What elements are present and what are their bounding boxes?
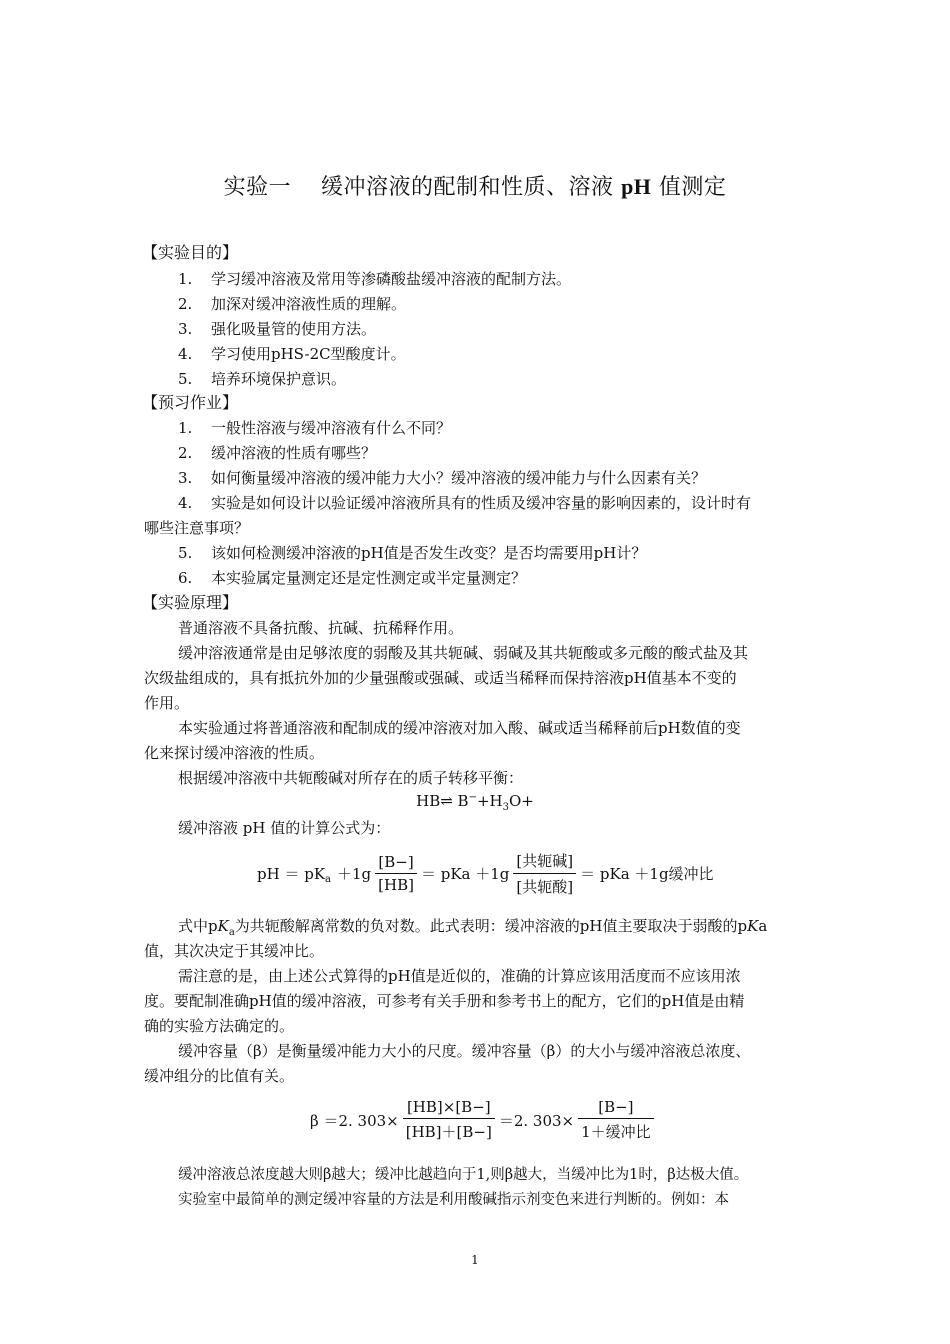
fraction: $\frac{\text{[共轭碱]}}{\text{[共轭酸]}}$: [513, 850, 576, 897]
list-item: 4. 学习使用pHS-2C型酸度计。: [178, 345, 406, 363]
list-item: 5. 该如何检测缓冲溶液的pH值是否发生改变？是否均需要用pH计？: [178, 544, 647, 562]
list-item: 2. 加深对缓冲溶液性质的理解。: [178, 295, 407, 313]
paragraph: 实验室中最简单的测定缓冲容量的方法是利用酸碱指示剂变色来进行判断的。例如：本: [178, 1192, 729, 1208]
list-item: 1. 学习缓冲溶液及常用等渗磷酸盐缓冲溶液的配制方法。: [178, 270, 572, 288]
list-item: 3. 如何衡量缓冲溶液的缓冲能力大小？缓冲溶液的缓冲能力与什么因素有关？: [178, 469, 707, 487]
list-item: 2. 缓冲溶液的性质有哪些？: [178, 444, 377, 462]
list-item: 4. 实验是如何设计以验证缓冲溶液所具有的性质及缓冲容量的影响因素的，设计时有: [178, 494, 752, 512]
paragraph-line: 值，其次决定于其缓冲比。: [144, 942, 325, 960]
henderson-formula: pH ＝ pK a ＋1g $\frac{[B-]}{[HB]}$ ＝ pKa ＋1g $\frac{\text{[共轭碱]}}{\text{[共轭酸]}}$ ＝ pKa ＋1g缓冲比: [257, 852, 714, 896]
paragraph-line: 次级盐组成的，具有抵抗外加的少量强酸或强碱、或适当稀释而保持溶液pH值基本不变的: [144, 669, 737, 687]
paragraph-line: 化来探讨缓冲溶液的性质。: [144, 744, 325, 762]
paragraph: 缓冲溶液总浓度越大则β越大；缓冲比越趋向于1,则β越大，当缓冲比为1时，β达极大值。: [178, 1167, 749, 1183]
paragraph: 式中$pK_a$为共轭酸解离常数的负对数。此式表明：缓冲溶液的pH值主要取决于弱酸的pKa: [178, 917, 768, 938]
paragraph: 缓冲溶液通常是由足够浓度的弱酸及其共轭碱、弱碱及其共轭酸或多元酸的酸式盐及其: [178, 644, 749, 662]
paragraph: 需注意的是，由上述公式算得的pH值是近似的，准确的计算应该用活度而不应该用浓: [178, 967, 741, 985]
list-item: 1. 一般性溶液与缓冲溶液有什么不同？: [178, 419, 452, 437]
list-item-continuation: 哪些注意事项？: [144, 519, 250, 537]
page-number: 1: [471, 1253, 479, 1267]
buffer-capacity-formula: β ＝2. 303× $\frac{[HB]\times[B-]}{[HB]+[B-]}$ ＝2. 303× $\frac{[B-]}{\text{1＋缓冲比}}$: [310, 1098, 658, 1142]
list-item: 3. 强化吸量管的使用方法。: [178, 320, 377, 338]
section-heading-principle: 【实验原理】: [142, 593, 239, 612]
paragraph-line: 确的实验方法确定的。: [144, 1017, 295, 1035]
paragraph: 普通溶液不具备抗酸、抗碱、抗稀释作用。: [178, 619, 464, 637]
section-heading-preview: 【预习作业】: [142, 393, 239, 412]
section-heading-purpose: 【实验目的】: [142, 243, 239, 262]
paragraph: 缓冲容量（β）是衡量缓冲能力大小的尺度。缓冲容量（β）的大小与缓冲溶液总浓度、: [178, 1042, 751, 1060]
equilibrium-equation: HB⇌ $B^-+H_3O+$: [416, 792, 534, 813]
page-title: 实验一 缓冲溶液的配制和性质、溶液 pH 值测定: [223, 174, 727, 200]
paragraph: 根据缓冲溶液中共轭酸碱对所存在的质子转移平衡：: [178, 769, 524, 787]
paragraph: 本实验通过将普通溶液和配制成的缓冲溶液对加入酸、碱或适当稀释前后pH数值的变: [178, 719, 741, 737]
list-item: 5. 培养环境保护意识。: [178, 370, 347, 388]
fraction: $\frac{[B-]}{[HB]}$: [375, 853, 417, 894]
paragraph: 缓冲溶液 pH 值的计算公式为：: [178, 819, 391, 837]
paragraph-line: 度。要配制准确pH值的缓冲溶液，可参考有关手册和参考书上的配方，它们的pH值是由精: [144, 992, 745, 1010]
paragraph-line: 作用。: [144, 694, 190, 712]
paragraph-line: 缓冲组分的比值有关。: [144, 1067, 295, 1085]
fraction: $\frac{[HB]\times[B-]}{[HB]+[B-]}$: [403, 1098, 495, 1142]
list-item: 6. 本实验属定量测定还是定性测定或半定量测定？: [178, 569, 527, 587]
fraction: $\frac{[B-]}{\text{1＋缓冲比}}$: [578, 1098, 654, 1142]
